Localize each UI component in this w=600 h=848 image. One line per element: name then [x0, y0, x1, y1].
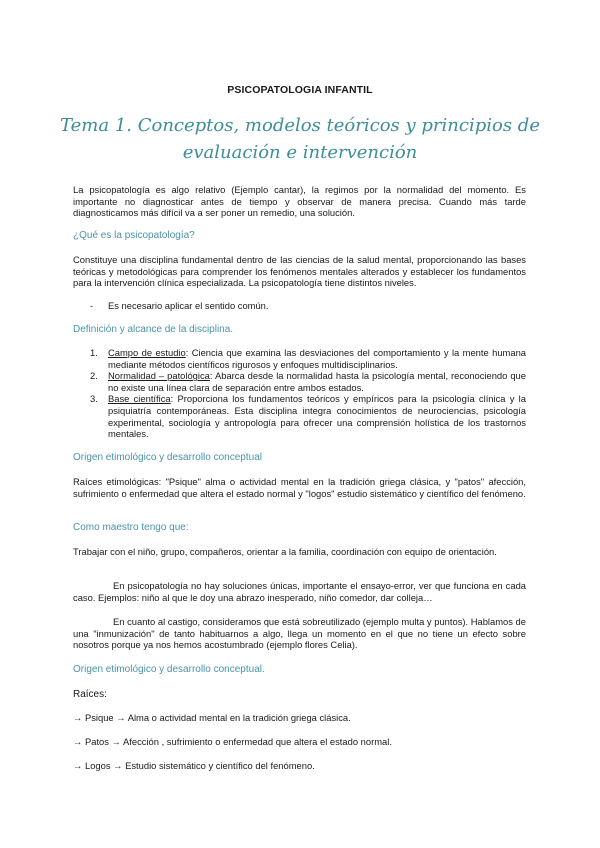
list-item: [90, 347, 526, 370]
bullet-text: Es necesario aplicar el sentido común.: [108, 300, 269, 311]
root-patos: → Patos → Afección , sufrimiento o enfermedad que altera el estado normal.: [73, 736, 392, 747]
definition-list: [90, 347, 526, 440]
list-text: : Ciencia que examina las desviaciones del comportamiento y la mente humana mediante métodos científicos rigurosos y enfoques multidisciplinarios.: [108, 347, 526, 370]
section-heading-origin: Origen etimológico y desarrollo conceptual: [73, 452, 262, 463]
document-title: PSICOPATOLOGIA INFANTIL: [227, 84, 373, 96]
section-heading-origin-2: Origen etimológico y desarrollo conceptual.: [73, 664, 265, 675]
list-item: [90, 300, 520, 312]
teacher-paragraph-2: En psicopatología no hay soluciones únicas, importante el ensayo-error, ver que funciona en cada caso. Ejemplos: niño al que le doy una abrazo inesperado, niño comedor, dar colleja…: [73, 580, 526, 603]
teacher-paragraph-3: En cuanto al castigo, consideramos que está sobreutilizado (ejemplo multa y puntos). Hablamos de una "inmunización" de tanto habituarnos a algo, llega un momento en el que no tiene un efecto sobre nosotros porque ya nos hemos acostumbrado (ejemplo flores Celia).: [73, 616, 526, 651]
intro-paragraph: La psicopatología es algo relativo (Ejemplo cantar), la regimos por la normalidad del momento. Es importante no diagnosticar antes de tiempo y observar de manera precisa. Cuando más tarde diagnosticamos más difícil va a ser poner un remedio, una solución.: [73, 184, 526, 219]
list-item: [90, 393, 526, 439]
section-heading-teacher: Como maestro tengo que:: [73, 522, 189, 533]
list-term: Campo de estudio: [108, 347, 186, 358]
list-text: : Proporciona los fundamentos teóricos y empíricos para la psicología clínica y la psiquiatría contemporáneas. Esta disciplina integra conocimientos de neurociencias, psicología experimental, sociología y antropología para ofrecer una comprensión holística de los trastornos mentales.: [108, 393, 526, 440]
section-origin-paragraph: Raíces etimológicas: "Psique" alma o actividad mental en la tradición griega clásica, y "patos" afección, sufrimiento o enfermedad que altera el estado normal y "logos" estudio sistemático y científico del fenómeno.: [73, 476, 526, 499]
root-psique: → Psique → Alma o actividad mental en la tradición griega clásica.: [73, 712, 351, 723]
list-text: : Abarca desde la normalidad hasta la psicología mental, reconociendo que no existe una línea clara de separación entre ambos estados.: [108, 370, 526, 393]
list-number: 1.: [90, 347, 98, 358]
section-what-is-paragraph: Constituye una disciplina fundamental dentro de las ciencias de la salud mental, proporcionando las bases teóricas y metodológicas para comprender los fenómenos mentales alterados y establecer los fundamentos para la intervención clínica especializada. La psicopatología tiene distintos niveles.: [73, 254, 526, 289]
section-heading-definition: Definición y alcance de la disciplina.: [73, 324, 234, 335]
list-term: Base científica: [108, 393, 171, 405]
topic-title: Tema 1. Conceptos, modelos teóricos y principios de evaluación e intervención: [60, 115, 540, 163]
list-number: 2.: [90, 370, 98, 382]
list-number: 3.: [90, 393, 98, 405]
teacher-paragraph-1: Trabajar con el niño, grupo, compañeros, orientar a la familia, coordinación con equipo de orientación.: [73, 546, 497, 557]
root-logos: → Logos → Estudio sistemático y científico del fenómeno.: [73, 760, 315, 771]
list-item: [90, 370, 526, 393]
bullet-marker: -: [90, 300, 94, 311]
section-heading-what-is: ¿Qué es la psicopatología?: [73, 230, 195, 241]
roots-label: Raíces:: [73, 689, 107, 700]
list-term: Normalidad – patológica: [108, 370, 210, 382]
